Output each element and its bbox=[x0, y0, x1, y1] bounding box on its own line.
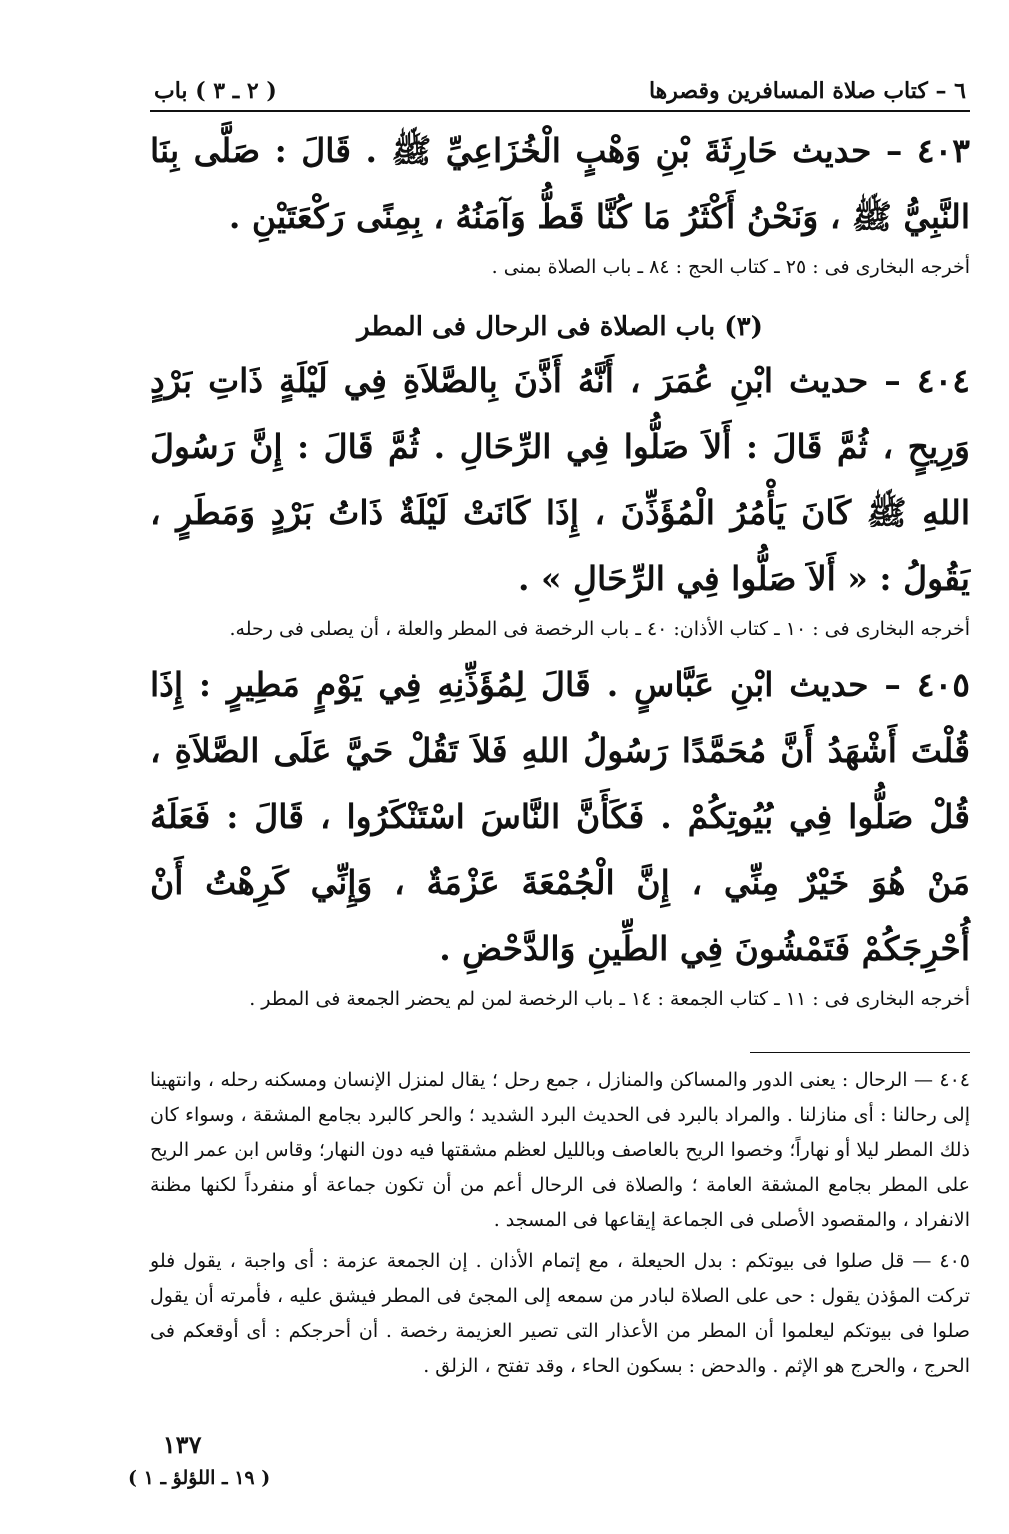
running-header bbox=[150, 70, 970, 112]
footnote-divider bbox=[750, 1052, 970, 1053]
hadith-405-text: ٤٠٥ – حديث ابْنِ عَبَّاسٍ . قَالَ لِمُؤَذِّنِهِ فِي يَوْمٍ مَطِيرٍ : إِذَا قُلْتَ أَشْهَدُ أَنَّ مُحَمَّدًا رَسُولُ اللهِ فَلاَ تَقُلْ حَيَّ عَلَى الصَّلاَةِ ، قُلْ صَلُّوا فِي بُيُوتِكُمْ . فَكَأَنَّ النَّاسَ اسْتَنْكَرُوا ، قَالَ : فَعَلَهُ مَنْ هُوَ خَيْرٌ مِنِّي ، إِنَّ الْجُمْعَةَ عَزْمَةٌ ، وَإِنِّي كَرِهْتُ أَنْ أُحْرِجَكُمْ فَتَمْشُونَ فِي الطِّينِ وَالدَّحْضِ . bbox=[150, 665, 970, 968]
footnote-404: ٤٠٤ — الرحال : يعنى الدور والمساكن والمنازل ، جمع رحل ؛ يقال لمنزل الإنسان ومسكنه رحله ، وانتهينا إلى رحالنا : أى منازلنا . والمراد بالبرد فى الحديث البرد الشديد ؛ والحر كالبرد بجامع المشقة ، وسواء كان ذلك المطر ليلا أو نهاراً؛ وخصوا الريح بالعاصف وبالليل لعظم مشقتها فيه دون النهار؛ وقاس ابن عمر الريح على المطر بجامع المشقة العامة ؛ والصلاة فى الرحال أعم من أن تكون جماعة أو منفرداً لكنها مظنة الانفراد ، والمقصود الأصلى فى الجماعة إيقاعها فى المسجد . bbox=[150, 1069, 970, 1231]
page-footer bbox=[128, 1430, 270, 1489]
hadith-403-text: ٤٠٣ – حديث حَارِثَةَ بْنِ وَهْبٍ الْخُزَاعِيِّ ﷺ . قَالَ : صَلَّى بِنَا النَّبِيُّ ﷺ ، وَنَحْنُ أَكْثَرُ مَا كُنَّا قَطُّ وَآمَنُهُ ، بِمِنًى رَكْعَتَيْنِ . bbox=[150, 131, 970, 236]
hadith-404-source: أخرجه البخارى فى : ١٠ ـ كتاب الأذان: ٤٠ ـ باب الرخصة فى المطر والعلة ، أن يصلى فى رحله. bbox=[229, 618, 970, 640]
header-chapter-ref: ( ٢ ـ ٣ ) باب bbox=[154, 78, 277, 104]
header-book-title: ٦ – كتاب صلاة المسافرين وقصرها bbox=[648, 78, 966, 104]
document-page bbox=[150, 70, 970, 1390]
chapter-title: (٣) باب الصلاة فى الرحال فى المطر bbox=[357, 312, 763, 342]
hadith-404-text: ٤٠٤ – حديث ابْنِ عُمَرَ ، أَنَّهُ أَذَّنَ بِالصَّلاَةِ فِي لَيْلَةٍ ذَاتِ بَرْدٍ وَرِيحٍ ، ثُمَّ قَالَ : أَلاَ صَلُّوا فِي الرِّحَالِ . ثُمَّ قَالَ : إِنَّ رَسُولَ اللهِ ﷺ كَانَ يَأْمُرُ الْمُؤَذِّنَ ، إِذَا كَانَتْ لَيْلَةٌ ذَاتُ بَرْدٍ وَمَطَرٍ ، يَقُولُ : « أَلاَ صَلُّوا فِي الرِّحَالِ » . bbox=[150, 361, 970, 598]
footnote-405: ٤٠٥ — قل صلوا فى بيوتكم : بدل الحيعلة ، مع إتمام الأذان . إن الجمعة عزمة : أى واجبة ، يقول فلو تركت المؤذن يقول : حى على الصلاة لبادر من سمعه إلى المجئ فى المطر فيشق عليه ، فأمرته أن يقول صلوا فى بيوتكم ليعلموا أن المطر من الأعذار التى تصير العزيمة رخصة . أن أحرجكم : أى أوقعكم فى الحرج ، والحرج هو الإثم . والدحض : بسكون الحاء ، وقد تفتح ، الزلق . bbox=[150, 1250, 970, 1377]
hadith-403-source: أخرجه البخارى فى : ٢٥ ـ كتاب الحج : ٨٤ ـ باب الصلاة بمنى . bbox=[491, 256, 970, 278]
hadith-405-source: أخرجه البخارى فى : ١١ ـ كتاب الجمعة : ١٤ ـ باب الرخصة لمن لم يحضر الجمعة فى المطر . bbox=[249, 988, 970, 1010]
printer-signature: ( ١٩ ـ اللؤلؤ ـ ١ ) bbox=[128, 1467, 271, 1489]
page-number: ١٣٧ bbox=[162, 1430, 202, 1459]
footnotes bbox=[150, 1063, 970, 1384]
